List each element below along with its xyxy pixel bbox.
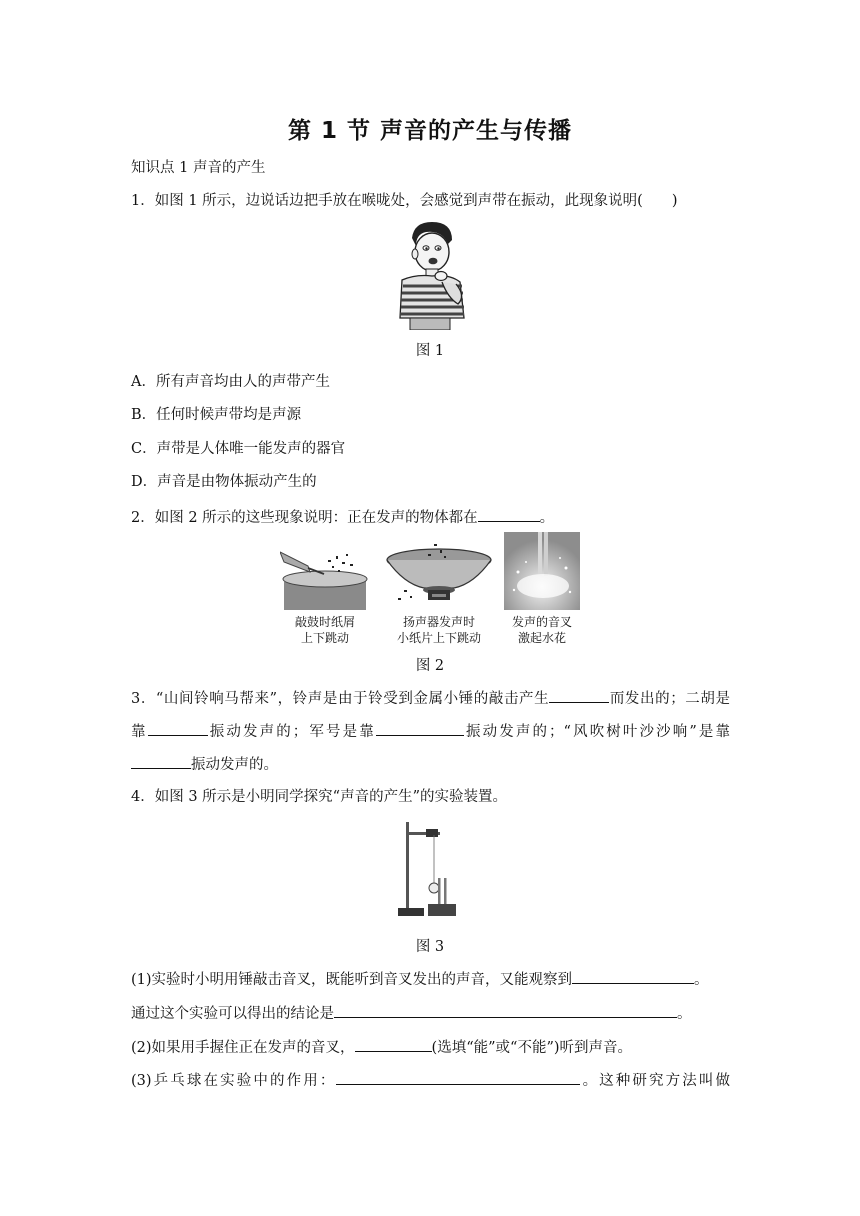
question-4-text: (1)实验时小明用锤敲击音叉，既能听到音叉发出的声音，又能观察到	[131, 972, 573, 988]
figure-2-fork-label	[502, 614, 582, 646]
section-heading: 知识点 1 声音的产生	[131, 160, 266, 176]
question-3-line-3	[131, 753, 278, 775]
figure-1-caption: 图 1	[415, 343, 445, 359]
figure-2-loudspeaker	[384, 540, 494, 608]
option-b: B．任何时候声带均是声源	[131, 407, 302, 423]
label-line: 激起水花	[517, 631, 566, 645]
option-d: D．声音是由物体振动产生的	[131, 474, 317, 490]
question-4-text: 。	[677, 1006, 692, 1022]
answer-blank[interactable]	[478, 506, 540, 522]
question-4-part-1-conclusion	[131, 1002, 692, 1024]
question-3-line-1	[131, 687, 730, 709]
question-4-text: (2)如果用手握住正在发声的音叉，	[131, 1040, 355, 1056]
label-line: 扬声器发声时	[402, 615, 475, 629]
question-3-text: 靠	[131, 724, 148, 740]
label-line: 发声的音叉	[511, 615, 572, 629]
question-2-stem	[131, 506, 554, 528]
question-4-text: (3)乒乓球在实验中的作用：	[131, 1073, 337, 1089]
label-line: 敲鼓时纸屑	[294, 615, 355, 629]
question-3-text: 振动发声的。	[191, 757, 278, 773]
question-1-stem: 1．如图 1 所示，边说话边把手放在喉咙处，会感觉到声带在振动，此现象说明( )	[131, 193, 678, 209]
answer-blank[interactable]	[336, 1069, 580, 1085]
label-line: 小纸片上下跳动	[396, 631, 481, 645]
figure-2-speaker-label	[384, 614, 494, 646]
question-2-text: 2．如图 2 所示的这些现象说明：正在发声的物体都在	[131, 510, 478, 526]
answer-blank[interactable]	[355, 1036, 432, 1052]
question-4-text: 。	[694, 972, 709, 988]
figure-2-drum-label	[282, 614, 368, 646]
question-3-text: 振动发声的；军号是靠	[207, 724, 376, 740]
question-3-line-2	[131, 720, 730, 742]
question-2-end: 。	[539, 510, 555, 526]
figure-3-apparatus	[396, 820, 462, 920]
answer-blank[interactable]	[572, 968, 694, 984]
answer-blank[interactable]	[148, 720, 208, 736]
figure-2-drum	[280, 532, 368, 610]
question-4-text: (选填“能”或“不能”)听到声音。	[431, 1040, 633, 1056]
question-4-stem: 4．如图 3 所示是小明同学探究“声音的产生”的实验装置。	[131, 789, 507, 805]
question-4-text: 通过这个实验可以得出的结论是	[131, 1006, 334, 1022]
question-4-part-3	[131, 1069, 730, 1091]
figure-2-tuning-fork-water	[504, 532, 580, 610]
question-3-text: 3．“山间铃响马帮来”，铃声是由于铃受到金属小锤的敲击产生	[131, 691, 550, 707]
question-3-text: 振动发声的；“风吹树叶沙沙响”是靠	[463, 724, 731, 740]
question-3-text: 而发出的；二胡是	[609, 691, 730, 707]
question-4-part-2	[131, 1036, 632, 1058]
question-4-part-1	[131, 968, 709, 990]
figure-2-caption: 图 2	[415, 658, 445, 674]
figure-1-boy-speaking	[386, 218, 472, 330]
page-title: 第 1 节 声音的产生与传播	[287, 118, 573, 144]
answer-blank[interactable]	[376, 720, 464, 736]
answer-blank[interactable]	[334, 1002, 677, 1018]
answer-blank[interactable]	[549, 687, 609, 703]
option-a: A．所有声音均由人的声带产生	[131, 374, 330, 390]
answer-blank[interactable]	[131, 753, 191, 769]
figure-3-caption: 图 3	[415, 939, 445, 955]
label-line: 上下跳动	[300, 631, 349, 645]
question-4-text: 。这种研究方法叫做	[580, 1073, 731, 1089]
option-c: C．声带是人体唯一能发声的器官	[131, 441, 346, 457]
